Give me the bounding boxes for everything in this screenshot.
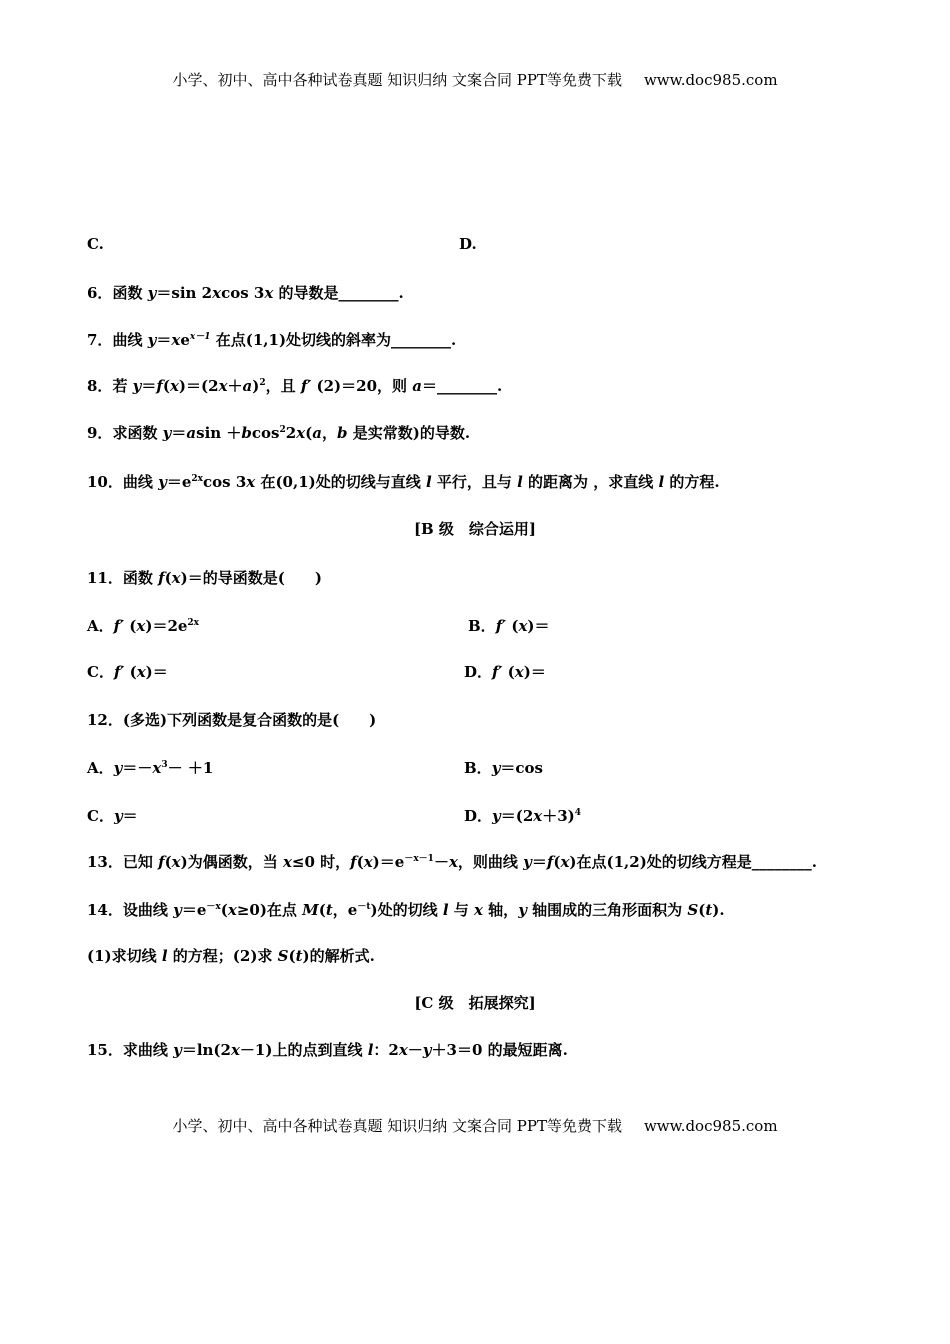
question-9: 9．求函数 y＝asin ＋bcos$^2$2x(a，b 是实常数)的导数. [87,424,471,442]
page-footer [0,1115,950,1136]
q12-option-c: C．y＝ [87,807,138,825]
page-header [0,69,950,90]
question-8: 8．若 $y=f(x)=(2x+a)^2$，且 f′ (2)＝20，则 a＝________. [87,377,503,395]
q11-option-c: C．f′ (x)＝ [87,663,168,681]
section-c-title: [C 级 拓展探究] [414,994,536,1012]
question-7: 7．曲线 $y=xe^{x-1}$ 在点(1,1)处切线的斜率为________. [87,331,457,349]
section-b-title: [B 级 综合运用] [413,520,537,538]
header-url[interactable]: www.doc985.com [643,71,778,89]
question-14-subparts: (1)求切线 l 的方程；(2)求 S(t)的解析式. [87,947,375,965]
question-12: 12．(多选)下列函数是复合函数的是( ) [87,711,377,729]
q12-option-d: D．$y=(2x+3)^4$ [464,807,582,825]
q5-option-c: C. [87,235,104,253]
q11-option-d: D．f′ (x)＝ [464,663,546,681]
q11-option-a: A．f′ $(x)=2e^{2x}$ [87,617,200,635]
q12-option-b: B．y＝cos [464,759,543,777]
question-10: 10．曲线 $y=e^{2x}\cos$ 3x 在(0,1)处的切线与直线 l 平行，且与 l 的距离为 ，求直线 l 的方程. [87,473,720,491]
question-6: 6．函数 y＝sin 2xcos 3x 的导数是________. [87,284,404,302]
question-14: 14．设曲线 $y=e^{-x}(x\ge 0)$在点 M(t，$e^{-t}$)处的切线 l 与 x 轴，y 轴围成的三角形面积为 S(t). [87,901,725,919]
question-15: 15．求曲线 y＝ln(2x－1)上的点到直线 l：2x－y＋3＝0 的最短距离. [87,1041,568,1059]
footer-text: 小学、初中、高中各种试卷真题 知识归纳 文案合同 PPT等免费下载 [172,1117,622,1135]
q12-option-a: A．$y=-x^3- +1$ [87,759,214,777]
q5-option-d: D. [459,235,477,253]
question-11: 11．函数 f(x)＝的导函数是( ) [87,569,322,587]
footer-url[interactable]: www.doc985.com [643,1117,778,1135]
question-13: 13．已知 f(x)为偶函数，当 x≤0 时，$f(x)=e^{-x-1}-x$，则曲线 y＝f(x)在点(1,2)处的切线方程是________. [87,853,818,871]
header-text: 小学、初中、高中各种试卷真题 知识归纳 文案合同 PPT等免费下载 [172,71,622,89]
q11-option-b: B．f′ (x)＝ [468,617,550,635]
